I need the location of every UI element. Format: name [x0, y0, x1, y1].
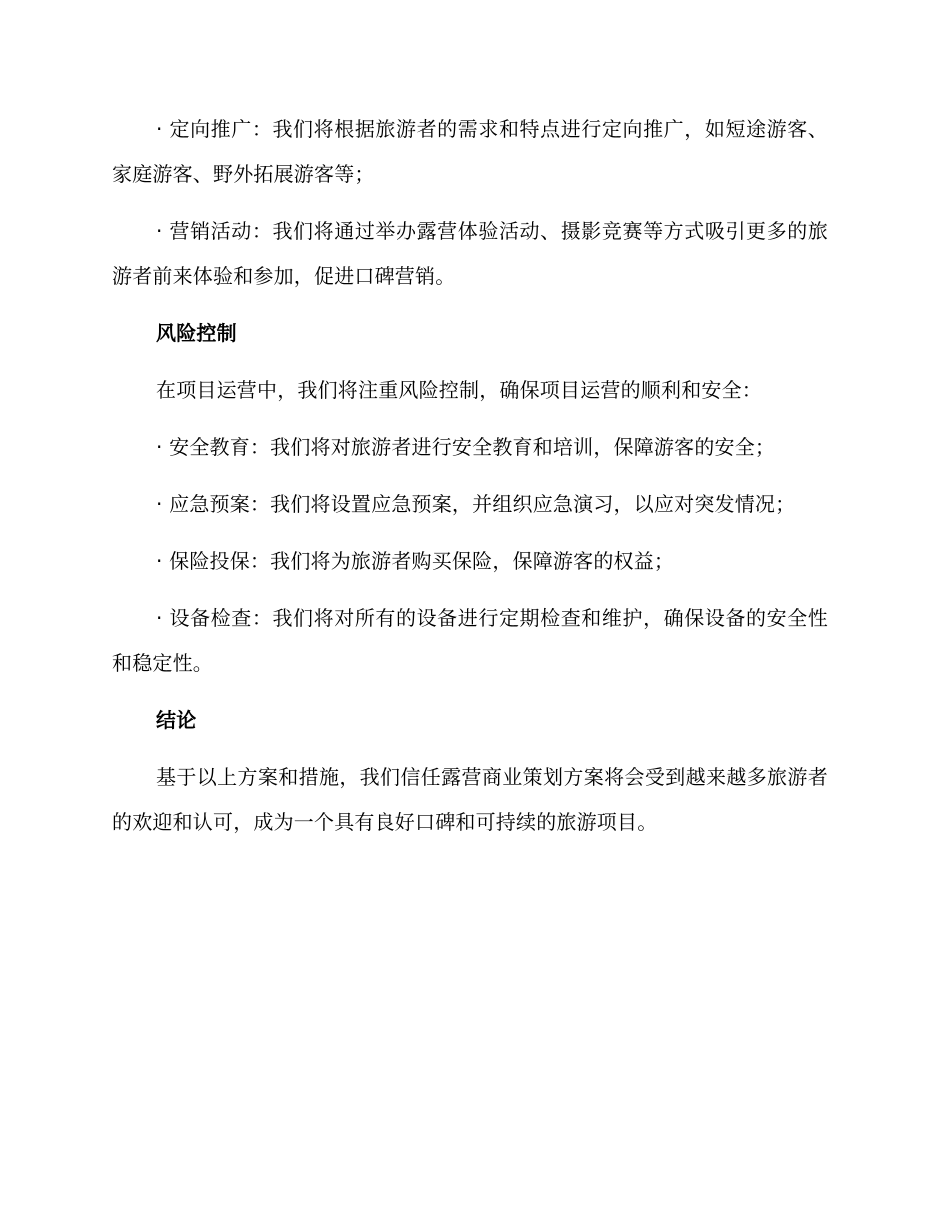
bullet-equipment-inspection: · 设备检查：我们将对所有的设备进行定期检查和维护，确保设备的安全性和稳定性。 — [112, 606, 828, 675]
bullet-targeted-promotion: · 定向推广：我们将根据旅游者的需求和特点进行定向推广，如短途游客、家庭游客、野外拓展游客等； — [112, 117, 828, 186]
heading-conclusion: 结论 — [156, 708, 197, 732]
heading-risk-control: 风险控制 — [156, 321, 237, 345]
bullet-marketing-activities: · 营销活动：我们将通过举办露营体验活动、摄影竞赛等方式吸引更多的旅游者前来体验和参加，促进口碑营销。 — [112, 219, 828, 288]
document-body — [112, 107, 828, 857]
bullet-insurance: · 保险投保：我们将为旅游者购买保险，保障游客的权益； — [156, 549, 675, 573]
bullet-emergency-plan: · 应急预案：我们将设置应急预案，并组织应急演习，以应对突发情况； — [156, 492, 796, 516]
risk-control-intro: 在项目运营中，我们将注重风险控制，确保项目运营的顺利和安全： — [156, 378, 762, 402]
conclusion-text: 基于以上方案和措施，我们信任露营商业策划方案将会受到越来越多旅游者的欢迎和认可，成为一个具有良好口碑和可持续的旅游项目。 — [112, 765, 828, 834]
bullet-safety-education: · 安全教育：我们将对旅游者进行安全教育和培训，保障游客的安全； — [156, 435, 776, 459]
